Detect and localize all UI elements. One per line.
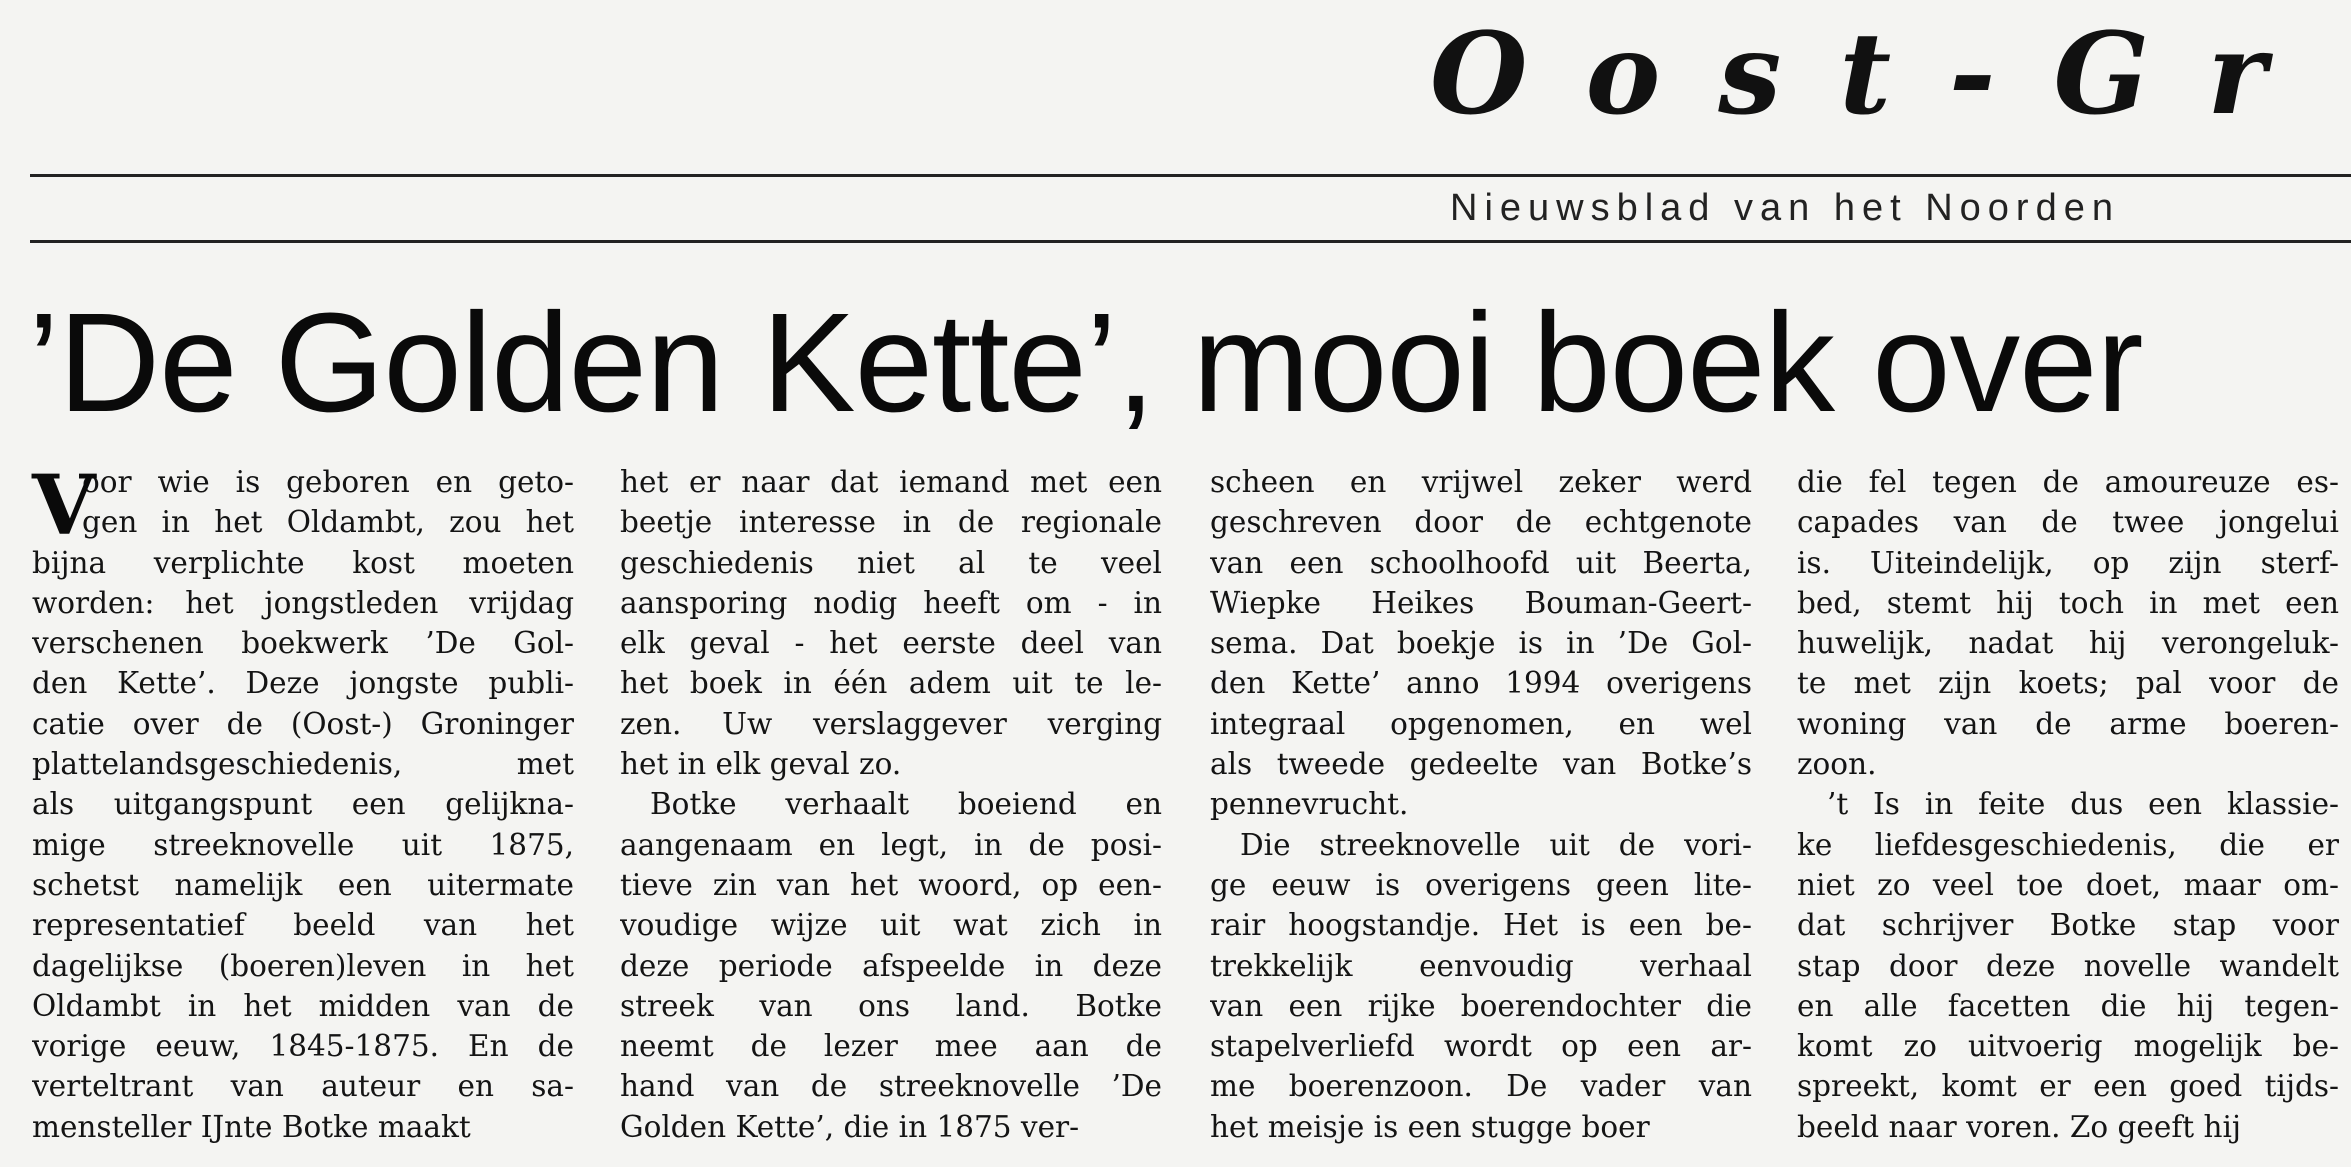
article-column-1 [32,458,574,1147]
article-column-3 [1210,462,1752,1147]
text-line: representatief beeld van het [32,908,574,943]
text-line: ’t Is in feite dus een klassie- [1827,787,2339,822]
text-line: tieve zin van het woord, op een- [620,867,1162,902]
article-headline: ’De Golden Kette’, mooi boek over [28,283,2143,441]
text-line: neemt de lezer mee aan de [620,1029,1162,1064]
text-line: worden: het jongstleden vrijdag [32,585,574,620]
text-line: het er naar dat iemand met een [620,465,1162,499]
text-line: Botke verhaalt boeiend en [650,787,1162,822]
text-line: pennevrucht. [1210,787,1409,822]
text-line: trekkelijk eenvoudig verhaal [1210,948,1752,983]
text-line: beetje interesse in de regionale [620,505,1162,540]
text-line: sema. Dat boekje is in ’De Gol- [1210,626,1752,661]
text-line: verschenen boekwerk ’De Gol- [32,626,574,661]
text-line: huwelijk, nadat hij verongeluk- [1797,626,2339,661]
text-line: zen. Uw verslaggever verging [620,706,1162,741]
text-line: het in elk geval zo. [620,747,902,782]
text-line: Oldambt in het midden van de [32,988,574,1023]
text-line: dat schrijver Botke stap voor [1797,908,2339,943]
text-line: die fel tegen de amoureuze es- [1797,465,2339,499]
text-line: bed, stemt hij toch in met een [1797,585,2339,620]
text-line: Die streeknovelle uit de vori- [1240,827,1752,862]
text-line: als uitgangspunt een gelijkna- [32,787,574,822]
article-column-2 [620,462,1162,1147]
text-line: verteltrant van auteur en sa- [32,1069,574,1104]
text-line: me boerenzoon. De vader van [1210,1069,1752,1104]
text-line: en alle facetten die hij tegen- [1797,988,2339,1023]
text-line: stap door deze novelle wandelt [1797,948,2339,983]
text-line: voudige wijze uit wat zich in [620,908,1162,943]
text-line: komt zo uitvoerig mogelijk be- [1797,1029,2339,1064]
text-line: het boek in één adem uit te le- [620,666,1162,701]
text-line: geschiedenis niet al te veel [620,545,1162,580]
text-line: scheen en vrijwel zeker werd [1210,465,1752,499]
text-line: dagelijkse (boeren)leven in het [32,948,574,983]
article-column-4 [1797,462,2339,1147]
text-line: als tweede gedeelte van Botke’s [1210,747,1752,782]
text-line: oor wie is geboren en geto- [82,465,574,499]
text-line: ge eeuw is overigens geen lite- [1210,867,1752,902]
text-line: stapelverliefd wordt op een ar- [1210,1029,1752,1064]
text-line: bijna verplichte kost moeten [32,545,574,580]
text-line: vorige eeuw, 1845-1875. En de [32,1029,574,1064]
text-line: capades van de twee jongelui [1797,505,2339,540]
text-line: rair hoogstandje. Het is een be- [1210,908,1752,943]
text-line: den Kette’ anno 1994 overigens [1210,666,1752,701]
text-line: beeld naar voren. Zo geeft hij [1797,1109,2242,1144]
text-line: elk geval - het eerste deel van [620,626,1162,661]
text-line: schetst namelijk een uitermate [32,867,574,902]
text-line: streek van ons land. Botke [620,988,1162,1023]
drop-cap: V [32,458,96,554]
text-line: gen in het Oldambt, zou het [82,505,574,540]
text-line: integraal opgenomen, en wel [1210,706,1752,741]
text-line: deze periode afspeelde in deze [620,948,1162,983]
text-line: niet zo veel toe doet, maar om- [1797,867,2339,902]
text-line: den Kette’. Deze jongste publi- [32,666,574,701]
text-line: aangenaam en legt, in de posi- [620,827,1162,862]
text-line: te met zijn koets; pal voor de [1797,666,2339,701]
text-line: van een schoolhoofd uit Beerta, [1210,545,1752,580]
text-line: aansporing nodig heeft om - in [620,585,1162,620]
text-line: hand van de streeknovelle ’De [620,1069,1162,1104]
section-title: Oost-Gr [1430,10,2325,140]
text-line: ke liefdesgeschiedenis, die er [1797,827,2339,862]
newspaper-name: Nieuwsblad van het Noorden [1450,187,2120,229]
text-line: zoon. [1797,747,1877,782]
text-line: plattelandsgeschiedenis, met [32,747,574,782]
text-line: van een rijke boerendochter die [1210,988,1752,1023]
text-line: Golden Kette’, die in 1875 ver- [620,1109,1080,1144]
text-line: woning van de arme boeren- [1797,706,2339,741]
text-line: mensteller IJnte Botke maakt [32,1109,471,1144]
text-line: catie over de (Oost-) Groninger [32,706,574,741]
text-line: mige streeknovelle uit 1875, [32,827,574,862]
text-line: Wiepke Heikes Bouman-Geert- [1210,585,1752,620]
text-line: spreekt, komt er een goed tijds- [1797,1069,2339,1104]
text-line: geschreven door de echtgenote [1210,505,1752,540]
header-rule-bottom [30,240,2351,243]
text-line: het meisje is een stugge boer [1210,1109,1650,1144]
header-rule-top [30,174,2351,177]
text-line: is. Uiteindelijk, op zijn sterf- [1797,545,2339,580]
